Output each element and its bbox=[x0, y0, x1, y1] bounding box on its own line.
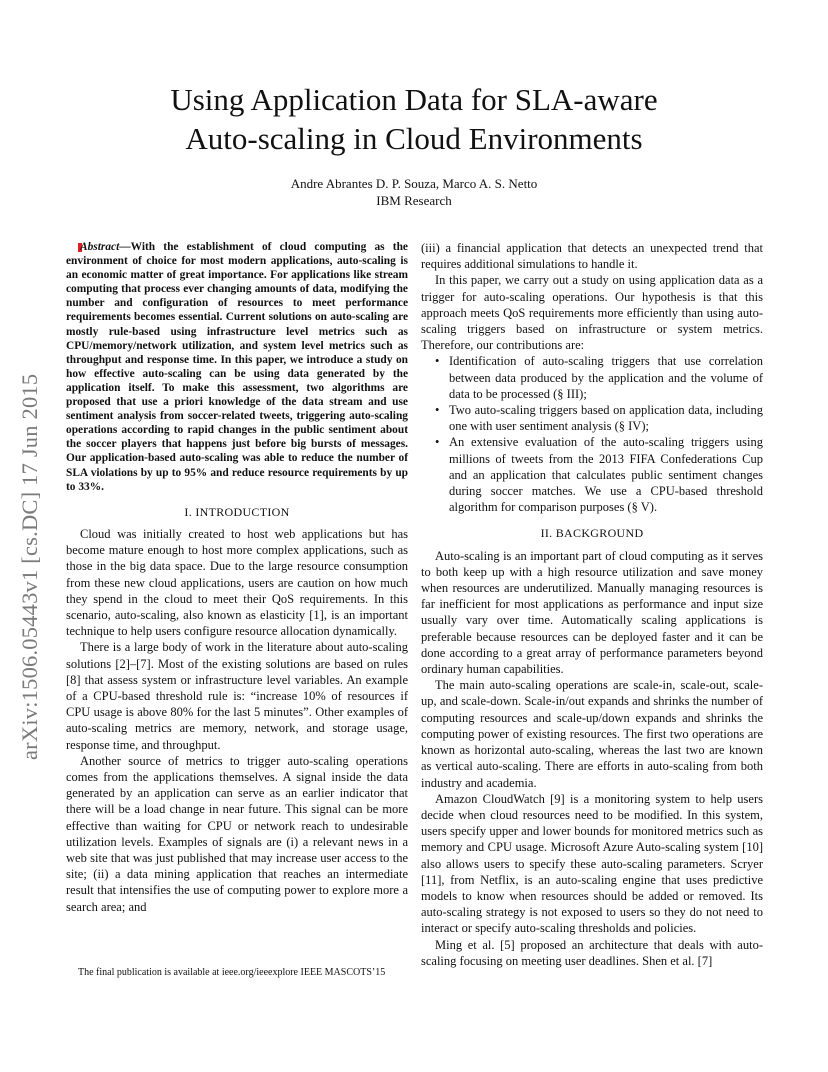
right-column bbox=[421, 240, 763, 969]
contribution-item: • Identification of auto-scaling triggers that use correlation between data produced by the application and the volume of data to be processed (§ III); bbox=[433, 353, 763, 402]
background-paragraph-3: Amazon CloudWatch [9] is a monitoring system to help users decide when cloud resources need to be modified. In this system, users specify upper and lower bounds for monitored metrics such as memory and CPU usage. Microsoft Azure Auto-scaling system [10] also allows users to specify these auto-scaling parameters. Scryer [11], from Netflix, is an auto-scaling engine that uses predictive models to know when resources should be added or removed. Its auto-scaling strategy is not exposed to users so they do not need to interact or specify auto-scaling thresholds and policies. bbox=[421, 791, 763, 936]
intro-paragraph-4: In this paper, we carry out a study on using application data as a trigger for auto-scaling operations. Our hypothesis is that this approach meets QoS requirements more efficiently than using auto-scaling triggers based on infrastructure or system metrics. Therefore, our contributions are: bbox=[421, 273, 763, 353]
author-names: Andre Abrantes D. P. Souza, Marco A. S. Netto bbox=[290, 176, 538, 191]
abstract-label: Abstract bbox=[80, 241, 120, 253]
publication-footnote: The final publication is available at ieee.org/ieeexplore IEEE MASCOTS’15 bbox=[78, 967, 386, 978]
title-line-2: Auto-scaling in Cloud Environments bbox=[185, 121, 643, 156]
section-heading-introduction: I. INTRODUCTION bbox=[184, 504, 290, 519]
background-paragraph-4: Ming et al. [5] proposed an architecture that deals with auto-scaling focusing on meeting user deadlines. Shen et al. [7] bbox=[421, 937, 763, 968]
contribution-item: • Two auto-scaling triggers based on application data, including one with user sentiment analysis (§ IV); bbox=[433, 402, 763, 434]
author-block bbox=[0, 175, 828, 209]
left-column bbox=[66, 240, 408, 915]
intro-paragraph-1: Cloud was initially created to host web applications but has become mature enough to host more complex applications, such as those in the big data space. Due to the large resource consumption from these new cloud applications, users are caution on how much they spend in the cloud to meet their QoS requirements. In this scenario, auto-scaling, also known as elasticity [1], is an important technique to help users configure resource allocation dynamically. bbox=[66, 526, 408, 639]
arxiv-identifier bbox=[18, 290, 42, 760]
background-paragraph-2: The main auto-scaling operations are scale-in, scale-out, scale-up, and scale-down. Scale-in/out expands and shrinks the number of computing resources and scale-up/down expands and shrinks the computing power of existing resources. The first two operations are known as horizontal auto-scaling, whereas the last two are known as vertical auto-scaling. There are efforts in auto-scaling from both industry and academia. bbox=[421, 678, 763, 790]
title-line-1: Using Application Data for SLA-aware bbox=[170, 82, 658, 117]
section-heading-background: II. BACKGROUND bbox=[540, 526, 644, 541]
continued-paragraph: (iii) a financial application that detects an unexpected trend that requires additional simulations to handle it. bbox=[421, 241, 763, 272]
abstract-text: —With the establishment of cloud computing as the environment of choice for most modern applications, auto-scaling is an economic matter of great importance. For applications like stream computing that process ever changing amounts of data, modifying the number and configuration of resources to meet performance requirements becomes essential. Current solutions on auto-scaling are mostly rule-based using infrastructure level metrics such as CPU/memory/network utilization, and system level metrics such as throughput and response time. In this paper, we introduce a study on how effective auto-scaling can be using data generated by the application itself. To make this assessment, two algorithms are proposed that use a priori knowledge of the data stream and use sentiment analysis from soccer-related tweets, triggering auto-scaling operations according to rapid changes in the public sentiment about the soccer players that happens just before big bursts of messages. Our application-based auto-scaling was able to reduce the number of SLA violations by up to 95% and reduce resource requirements by up to 33%. bbox=[66, 241, 408, 493]
intro-paragraph-3: Another source of metrics to trigger auto-scaling operations comes from the applications themselves. A signal inside the data generated by an application can serve as an earlier indicator that there will be a load change in near future. This signal can be more effective than waiting for CPU or network reach to undesirable utilization levels. Examples of signals are (i) a relevant news in a web site that was just published that may increase user access to the site; (ii) a data mining application that reaches an intermediate result that intensifies the use of computing power to explore more a search area; and bbox=[66, 753, 408, 914]
abstract bbox=[66, 240, 408, 494]
intro-paragraph-2: There is a large body of work in the literature about auto-scaling solutions [2]–[7]. Most of the existing solutions are based on rules [8] that assess system or infrastructure level variables. An example of a CPU-based threshold rule is: “increase 10% of resources if CPU usage is above 80% for the last 5 minutes”. Other examples of auto-scaling metrics are memory, network, and storage usage, response time, and throughput. bbox=[66, 640, 408, 752]
background-paragraph-1: Auto-scaling is an important part of cloud computing as it serves to both keep up with a high resource utilization and save money when resources are underutilized. Manually managing resources is far inefficient for most applications as performance and input size usually vary over time. Automatically scaling applications is preferable because resources can be deployed faster and it can be done according to a great array of performance parameters beyond ordinary human capabilities. bbox=[421, 548, 763, 677]
contribution-item: • An extensive evaluation of the auto-scaling triggers using millions of tweets from the 2013 FIFA Confederations Cup and an application that calculates public sentiment changes during soccer matches. We use a CPU-based threshold algorithm for comparison purposes (§ V). bbox=[433, 434, 763, 515]
affiliation: IBM Research bbox=[376, 193, 452, 208]
paper-title bbox=[0, 80, 828, 158]
contributions-list bbox=[421, 353, 763, 515]
arxiv-identifier-text: arXiv:1506.05443v1 [cs.DC] 17 Jun 2015 bbox=[17, 373, 42, 760]
